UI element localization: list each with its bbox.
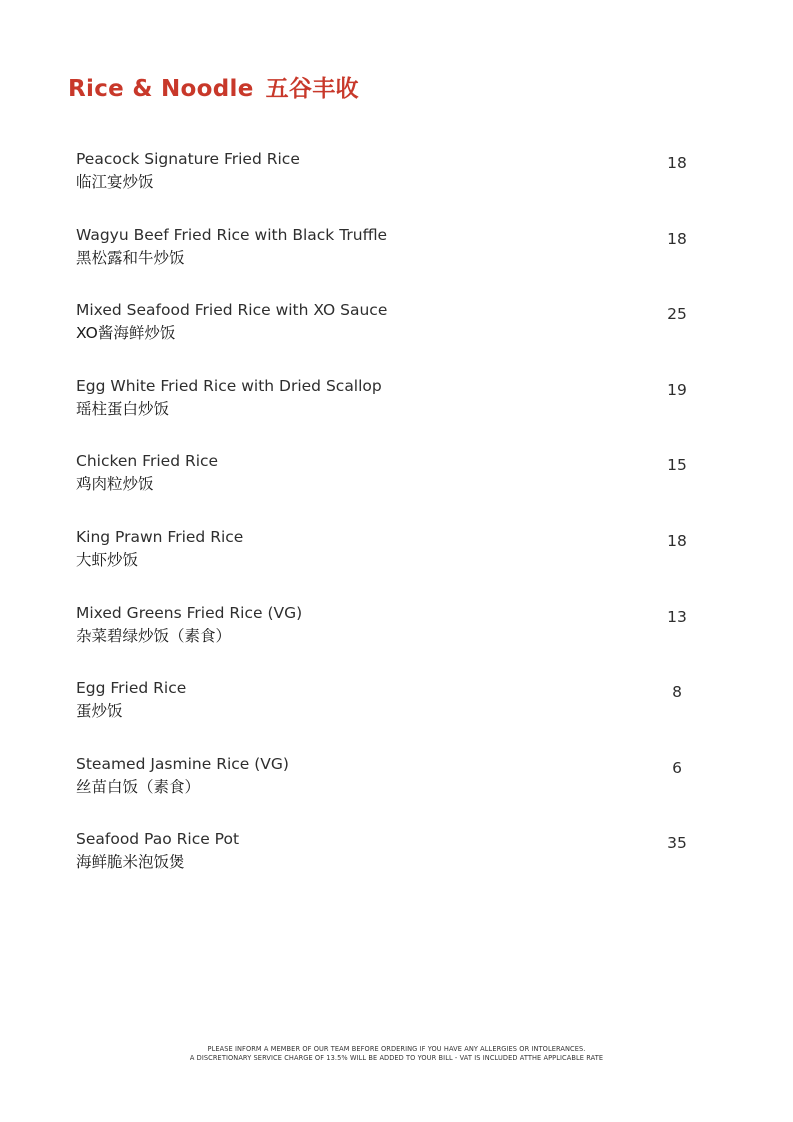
menu-item-price: 15 xyxy=(667,456,687,475)
menu-item xyxy=(76,224,706,300)
menu-item-price: 19 xyxy=(667,380,687,399)
menu-item-price: 8 xyxy=(672,683,682,702)
menu-item-name-cn: 鸡肉粒炒饭 xyxy=(76,475,154,494)
allergy-notice: PLEASE INFORM A MEMBER OF OUR TEAM BEFORE ORDERING IF YOU HAVE ANY ALLERGIES OR INTOLERANCES. xyxy=(207,1045,586,1053)
menu-item-name-cn: 瑶柱蛋白炒饭 xyxy=(76,399,170,418)
menu-item-name-en: Egg White Fried Rice with Dried Scallop xyxy=(76,376,382,395)
menu-item-name-en: Wagyu Beef Fried Rice with Black Truffle xyxy=(76,225,388,244)
menu-item-price: 18 xyxy=(667,154,687,172)
menu-item xyxy=(76,677,706,753)
menu-item-name-cn: 临江宴炒饭 xyxy=(76,173,154,191)
menu-item xyxy=(76,526,706,602)
menu-item-name-cn: 大虾炒饭 xyxy=(76,550,139,569)
menu-item xyxy=(76,375,706,451)
page-title xyxy=(68,70,359,103)
menu-item-price: 6 xyxy=(672,758,682,777)
menu-item xyxy=(76,450,706,526)
menu-item xyxy=(76,148,706,224)
menu-item-name-en: Steamed Jasmine Rice (VG) xyxy=(76,754,289,773)
menu-item-name-cn: 蛋炒饭 xyxy=(76,702,123,721)
menu-list xyxy=(76,148,706,904)
menu-item-name-en: Chicken Fried Rice xyxy=(76,452,219,471)
page-title-en: Rice & Noodle xyxy=(68,76,254,102)
menu-item-price: 18 xyxy=(667,229,687,248)
menu-item-price: 13 xyxy=(667,607,687,626)
menu-item-name-cn: 黑松露和牛炒饭 xyxy=(76,248,185,267)
menu-item-name-cn: 丝苗白饭（素食） xyxy=(76,777,201,796)
service-charge-notice: A DISCRETIONARY SERVICE CHARGE OF 13.5% WILL BE ADDED TO YOUR BILL - VAT IS INCLUDED ATTHE APPLICABLE RATE xyxy=(189,1054,604,1062)
allergy-service-notice xyxy=(0,1045,793,1063)
menu-item-name-en: Mixed Greens Fried Rice (VG) xyxy=(76,603,303,622)
menu-item-name-cn: 海鲜脆米泡饭煲 xyxy=(76,853,185,872)
menu-item-price: 35 xyxy=(667,834,687,853)
menu-item xyxy=(76,602,706,678)
page-title-cn: 五谷丰收 xyxy=(265,76,359,102)
menu-item xyxy=(76,828,706,904)
menu-item-name-en: Egg Fried Rice xyxy=(76,679,187,698)
menu-item xyxy=(76,299,706,375)
menu-item-name-en: Seafood Pao Rice Pot xyxy=(76,830,240,849)
menu-item-name-en: King Prawn Fried Rice xyxy=(76,527,244,546)
menu-item-price: 25 xyxy=(667,305,687,324)
menu-item-name-en: Peacock Signature Fried Rice xyxy=(76,150,300,168)
menu-item-name-cn: XO酱海鲜炒饭 xyxy=(76,324,176,343)
menu-item xyxy=(76,753,706,829)
menu-item-price: 18 xyxy=(667,531,687,550)
menu-item-name-cn: 杂菜碧绿炒饭（素食） xyxy=(76,626,232,645)
menu-item-name-en: Mixed Seafood Fried Rice with XO Sauce xyxy=(76,301,388,320)
